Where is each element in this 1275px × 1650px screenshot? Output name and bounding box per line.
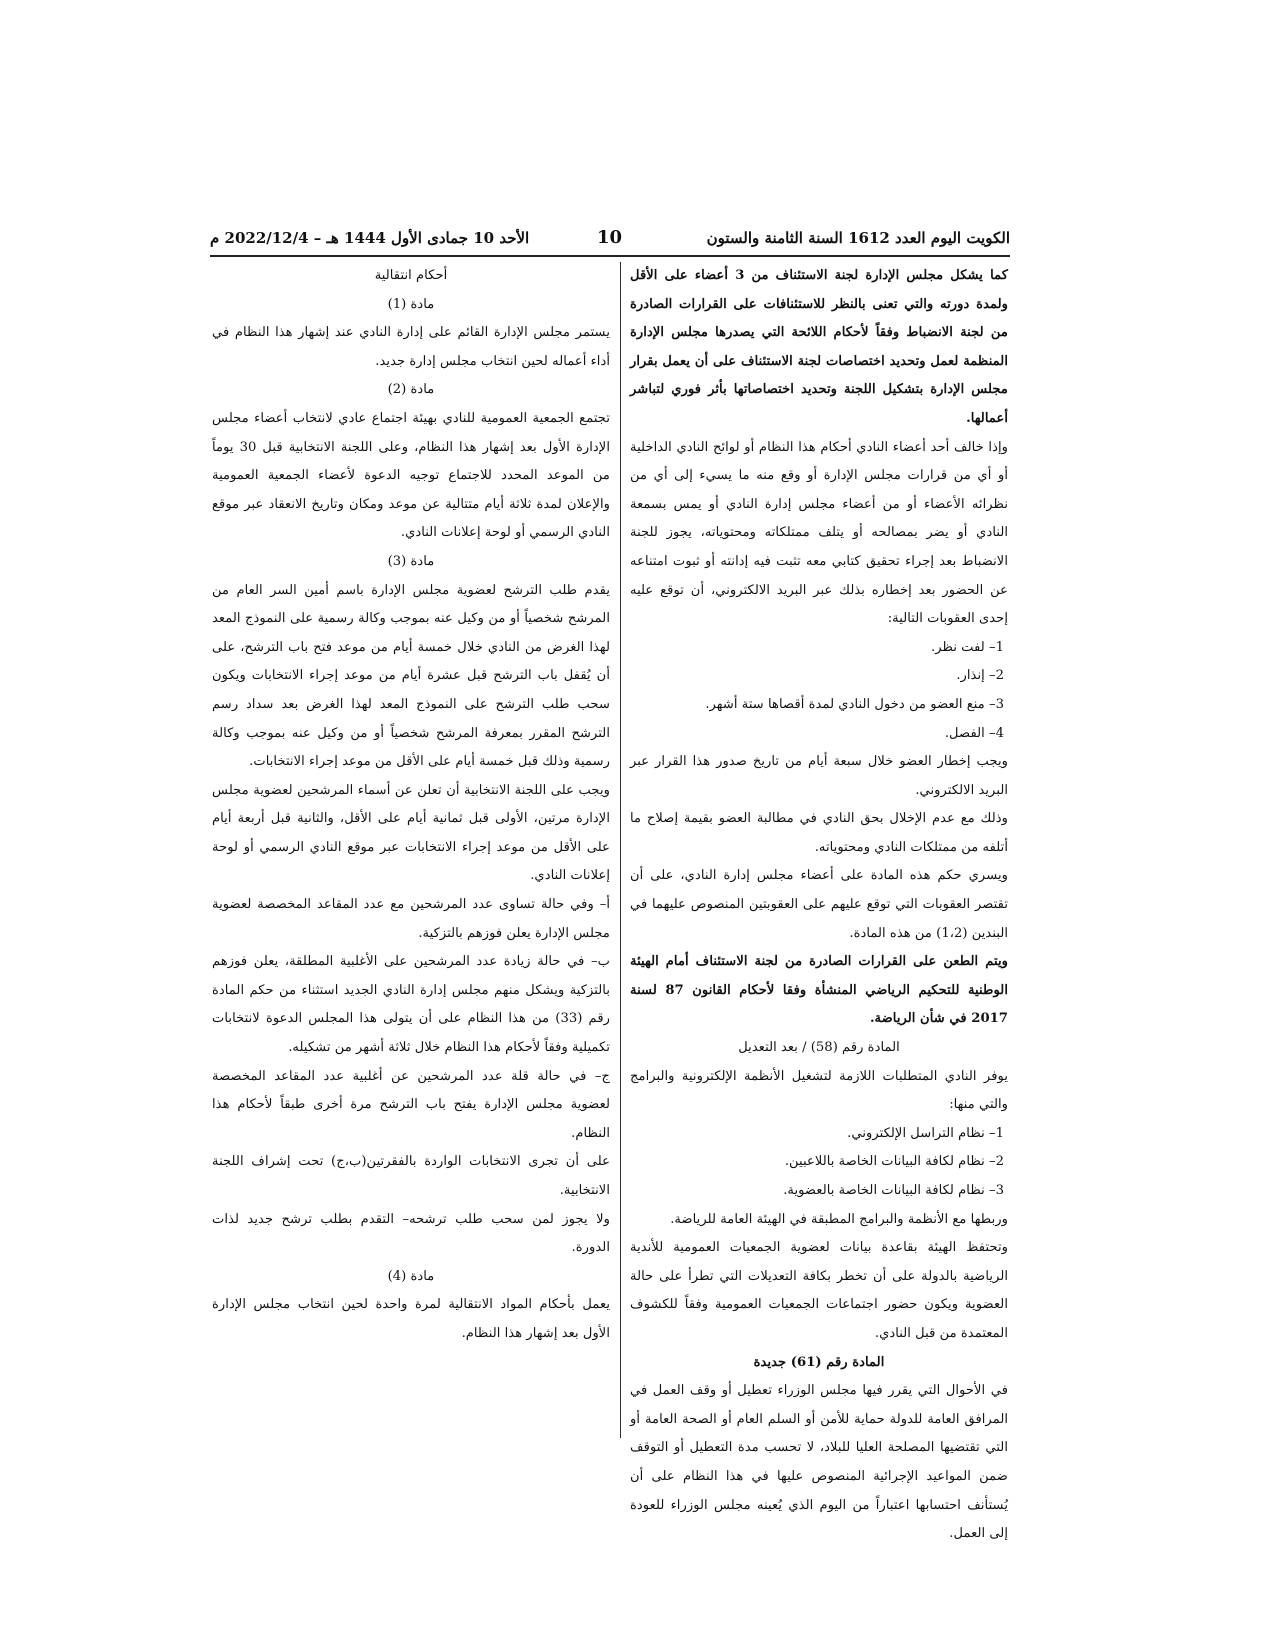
violations-paragraph: وإذا خالف أحد أعضاء النادي أحكام هذا النظام أو لوائح النادي الداخلية أو أي من قرارات مجلس الإدارة أو وقع منه ما يسيء إلى أي من نظرائه الأعضاء أو من أعضاء مجلس إدارة النادي أو يمس بسمعة النادي أو يضر بمصالحه أو يتلف ممتلكاته ومحتوياته، يجوز للجنة الانضباط بعد إجراء تحقيق كتابي معه تثبت فيه إدانته أو ثبوت امتناعه عن الحضور بعد إخطاره بذلك عبر البريد الالكتروني، أن توقع عليه إحدى العقوبات التالية:: [630, 439, 1008, 627]
appeals-committee-paragraph: كما يشكل مجلس الإدارة لجنة الاستئناف من 3 أعضاء على الأقل ولمدة دورته والتي تعنى بالنظر للاستئنافات على القرارات الصادرة من لجنة الانضباط وفقاً لأحكام اللائحة التي يصدرها مجلس الإدارة المنظمة لعمل وتحديد اختصاصات لجنة الاستئناف على أن يعمل بقرار مجلس الإدارة بتشكيل اللجنة وتحديد اختصاصاتها بأثر فوري لتباشر أعمالها.: [630, 268, 1008, 426]
header-rule: [210, 255, 1010, 257]
article-61-heading: المادة رقم (61) جديدة: [753, 1354, 885, 1370]
article-58-linking: وربطها مع الأنظمة والبرامج المطبقة في الهيئة العامة للرياضة.: [670, 1211, 1008, 1227]
left-column: [212, 262, 610, 1442]
article-58-intro: يوفر النادي المتطلبات اللازمة لتشغيل الأنظمة الإلكترونية والبرامج والتي منها:: [630, 1068, 1008, 1113]
penalty-item: 3– منع العضو من دخول النادي لمدة أقصاها ستة أشهر.: [705, 696, 1004, 712]
article-3-announcement: ويجب على اللجنة الانتخابية أن تعلن عن أسماء المرشحين لعضوية مجلس الإدارة مرتين، الأولى قبل ثمانية أيام على الأقل، والثانية قبل أربعة أيام على الأقل من موعد إجراء الانتخابات عبر موقع النادي الرسمي أو لوحة إعلانات النادي.: [212, 782, 610, 884]
article-3-body: يقدم طلب الترشح لعضوية مجلس الإدارة باسم أمين السر العام من المرشح شخصياً أو من وكيل عنه بموجب وكالة رسمية على النموذج المعد لهذا الغرض من النادي خلال خمسة أيام من موعد فتح باب الترشح، على أن يُقفل باب الترشح قبل عشرة أيام من موعد إجراء الانتخابات ويكون سحب طلب الترشح على النموذج المعد لهذا الغرض بعد سداد رسم الترشح المقرر بمعرفة المرشح شخصياً أو من وكيل عنه بموجب وكالة رسمية وذلك قبل خمسة أيام على الأقل من موعد إجراء الانتخابات.: [212, 582, 610, 770]
system-item: 3– نظام لكافة البيانات الخاصة بالعضوية.: [783, 1183, 1004, 1198]
right-column: [630, 262, 1008, 1542]
article-3-heading: مادة (3): [387, 553, 435, 569]
appeal-challenge-paragraph: ويتم الطعن على القرارات الصادرة من لجنة الاستئناف أمام الهيئة الوطنية للتحكيم الرياضي المنشأة وفقا لأحكام القانون 87 لسنة 2017 في شأن الرياضة.: [630, 954, 1008, 1027]
article-1-body: يستمر مجلس الإدارة القائم على إدارة النادي عند إشهار هذا النظام في أداء أعماله لحين انتخاب مجلس إدارة جديد.: [212, 325, 610, 369]
article-1-heading: مادة (1): [387, 296, 435, 312]
penalty-item: 4– الفصل.: [944, 725, 1004, 741]
column-divider: [620, 262, 621, 1438]
gazette-issue-info: الكويت اليوم العدد 1612 السنة الثامنة والستون: [706, 229, 1010, 247]
article-61-body: في الأحوال التي يقرر فيها مجلس الوزراء تعطيل أو وقف العمل في المرافق العامة للدولة حماية للأمن أو السلم العام أو الصحة العامة أو التي تقتضيها المصلحة العليا للبلاد، لا تحسب مدة التعطيل أو التوقف ضمن المواعيد الإجرائية المنصوص عليها في هذا النظام على أن يُستأنف احتسابها اعتباراً من اليوم الذي يُعينه مجلس الوزراء للعودة إلى العمل.: [630, 1383, 1008, 1542]
page-number: 10: [597, 227, 623, 248]
system-item: 1– نظام التراسل الإلكتروني.: [847, 1125, 1004, 1141]
article-3-item-c: ج– في حالة قلة عدد المرشحين عن أغلبية عدد المقاعد المخصصة لعضوية مجلس الإدارة يفتح باب الترشح مرة أخرى طبقاً لأحكام هذا النظام.: [212, 1068, 610, 1141]
section-title: أحكام انتقالية: [374, 268, 448, 283]
article-3-item-a: أ– وفي حالة تساوى عدد المرشحين مع عدد المقاعد المخصصة لعضوية مجلس الإدارة يعلن فوزهم بالتزكية.: [212, 897, 610, 941]
penalty-item: 1– لفت نظر.: [931, 639, 1004, 655]
article-3-supervision: على أن تجرى الانتخابات الواردة بالفقرتين(ب،ج) تحت إشراف اللجنة الانتخابية.: [212, 1154, 610, 1198]
article-4-body: يعمل بأحكام المواد الانتقالية لمرة واحدة لحين انتخاب مجلس الإدارة الأول بعد إشهار هذا النظام.: [212, 1297, 610, 1341]
article-58-database: وتحتفظ الهيئة بقاعدة بيانات لعضوية الجمعيات العمومية للأندية الرياضية بالدولة على أن تخطر بكافة التعديلات التي تطرأ على حالة العضوية ويكون حضور اجتماعات الجمعيات العمومية وفقاً للكشوف المعتمدة من قبل النادي.: [630, 1240, 1008, 1341]
article-2-heading: مادة (2): [387, 382, 435, 398]
damages-paragraph: وذلك مع عدم الإخلال بحق النادي في مطالبة العضو بقيمة إصلاح ما أتلفه من ممتلكات النادي ومحتوياته.: [630, 811, 1008, 855]
article-4-heading: مادة (4): [387, 1268, 435, 1284]
board-members-paragraph: ويسري حكم هذه المادة على أعضاء مجلس إدارة النادي، على أن تقتصر العقوبات التي توقع عليهم على العقوبتين المنصوص عليهما في البندين (1،2) من هذه المادة.: [630, 868, 1008, 941]
page-header: [210, 227, 1010, 253]
article-58-heading: المادة رقم (58) / بعد التعديل: [738, 1040, 900, 1056]
penalty-item: 2– إنذار.: [956, 668, 1004, 684]
article-3-withdrawal: ولا يجوز لمن سحب طلب ترشحه– التقدم بطلب ترشح جديد لذات الدورة.: [212, 1211, 610, 1256]
article-3-item-b: ب– في حالة زيادة عدد المرشحين على الأغلبية المطلقة، يعلن فوزهم بالتزكية ويشكل منهم مجلس إدارة النادي الجديد استثناء من حكم المادة رقم (33) من هذا النظام على أن يتولى هذا المجلس الدعوة لانتخابات تكميلية وفقاً لأحكام هذا النظام خلال ثلاثة أشهر من تشكيله.: [212, 954, 610, 1056]
article-2-body: تجتمع الجمعية العمومية للنادي بهيئة اجتماع عادي لانتخاب أعضاء مجلس الإدارة الأول بعد إشهار هذا النظام، وعلى اللجنة الانتخابية قبل 30 يوماً من الموعد المحدد للاجتماع توجيه الدعوة لأعضاء الجمعية العمومية والإعلان لمدة ثلاثة أيام متتالية عن موعد ومكان وتاريخ الانعقاد عبر موقع النادي الرسمي أو لوحة إعلانات النادي.: [212, 410, 610, 541]
notification-paragraph: ويجب إخطار العضو خلال سبعة أيام من تاريخ صدور هذا القرار عبر البريد الالكتروني.: [630, 754, 1008, 798]
issue-date: الأحد 10 جمادى الأول 1444 هـ – 2022/12/4 م: [210, 229, 530, 247]
system-item: 2– نظام لكافة البيانات الخاصة باللاعبين.: [784, 1154, 1004, 1170]
